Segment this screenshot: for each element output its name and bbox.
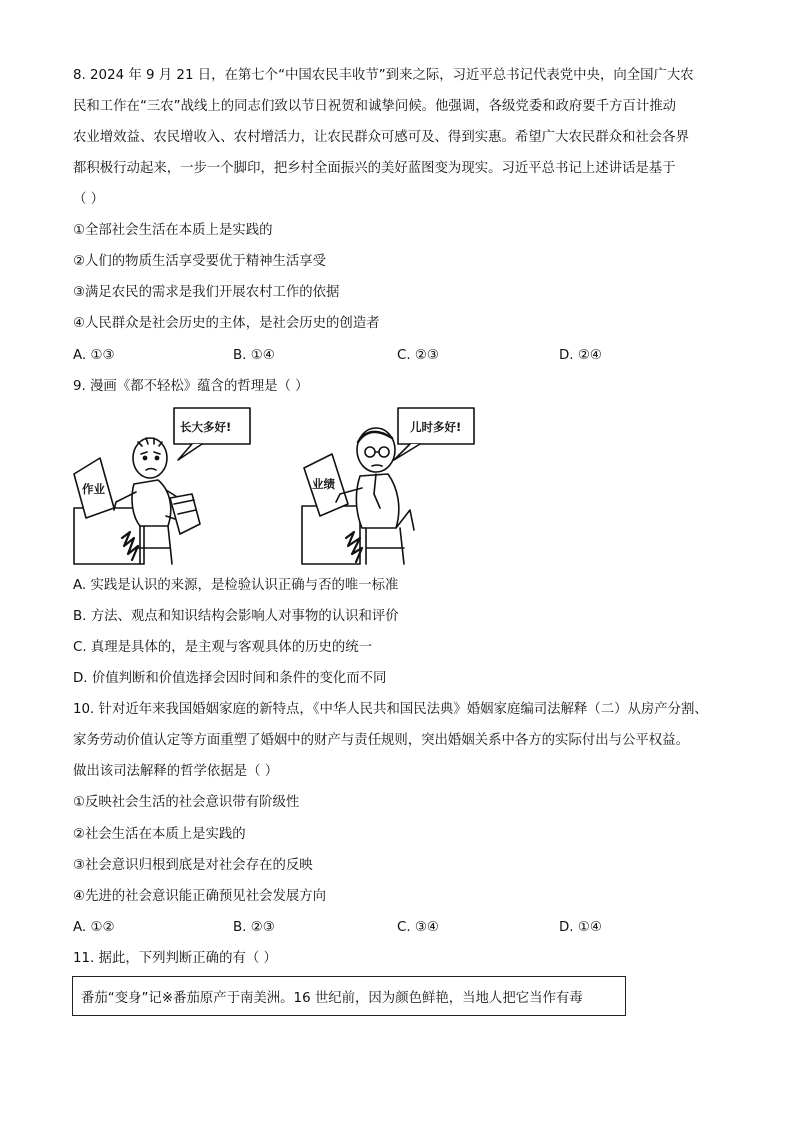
q8-stem-line-1: 8. 2024 年 9 月 21 日，在第七个“中国农民丰收节”到来之际，习近平总书记代表党中央，向全国广大农 xyxy=(73,68,694,83)
q8-item-2: ②人们的物质生活享受要优于精神生活享受 xyxy=(73,254,327,269)
q9-option-c[interactable]: C. 真理是具体的，是主观与客观具体的历史的统一 xyxy=(73,640,373,655)
q8-stem-line-3: 农业增效益、农民增收入、农村增活力，让农民群众可感可及、得到实惠。希望广大农民群众和社会各界 xyxy=(73,130,689,145)
q9-option-a[interactable]: A. 实践是认识的来源，是检验认识正确与否的唯一标准 xyxy=(73,578,399,593)
q8-option-b[interactable]: B. ①④ xyxy=(233,348,275,363)
q10-item-3: ③社会意识归根到底是对社会存在的反映 xyxy=(73,858,313,873)
q8-answer-bracket: （ ） xyxy=(73,192,105,207)
q8-item-4: ④人民群众是社会历史的主体，是社会历史的创造者 xyxy=(73,316,380,331)
q8-item-3: ③满足农民的需求是我们开展农村工作的依据 xyxy=(73,285,340,300)
q10-option-d[interactable]: D. ①④ xyxy=(559,920,602,935)
q8-option-c[interactable]: C. ②③ xyxy=(397,348,439,363)
q10-option-b[interactable]: B. ②③ xyxy=(233,920,275,935)
q10-stem-line-1: 10. 针对近年来我国婚姻家庭的新特点，《中华人民共和国民法典》婚姻家庭编司法解释（二）从房产分割、 xyxy=(73,702,708,717)
left-paper-text: 作业 xyxy=(82,482,105,496)
q10-item-2: ②社会生活在本质上是实践的 xyxy=(73,827,246,842)
left-child-head xyxy=(133,438,167,478)
q9-option-d[interactable]: D. 价值判断和价值选择会因时间和条件的变化而不同 xyxy=(73,671,387,686)
q11-material-text: 番茄“变身”记※番茄原产于南美洲。16 世纪前，因为颜色鲜艳，当地人把它当作有毒 xyxy=(81,991,583,1006)
q8-stem-line-4: 都积极行动起来，一步一个脚印，把乡村全面振兴的美好蓝图变为现实。习近平总书记上述讲话是基于 xyxy=(73,161,676,176)
right-paper-text: 业绩 xyxy=(312,477,335,491)
q11-material-box xyxy=(72,976,626,1016)
q9-stem: 9. 漫画《都不轻松》蕴含的哲理是（ ） xyxy=(73,379,309,394)
right-bubble-text: 儿时多好! xyxy=(410,420,462,434)
q9-option-b[interactable]: B. 方法、观点和知识结构会影响人对事物的认识和评价 xyxy=(73,609,399,624)
comic-image xyxy=(70,398,462,570)
q10-item-1: ①反映社会生活的社会意识带有阶级性 xyxy=(73,795,300,810)
q10-option-c[interactable]: C. ③④ xyxy=(397,920,439,935)
q10-option-a[interactable]: A. ①② xyxy=(73,920,115,935)
q10-stem-line-2: 家务劳动价值认定等方面重塑了婚姻中的财产与责任规则，突出婚姻关系中各方的实际付出与公平权益。 xyxy=(73,733,689,748)
q10-item-4: ④先进的社会意识能正确预见社会发展方向 xyxy=(73,889,327,904)
q8-stem-line-2: 民和工作在“三农”战线上的同志们致以节日祝贺和诚挚问候。他强调，各级党委和政府要千方百计推动 xyxy=(73,99,677,114)
q8-item-1: ①全部社会生活在本质上是实践的 xyxy=(73,223,273,238)
left-backpack xyxy=(170,494,200,534)
q11-stem: 11. 据此，下列判断正确的有（ ） xyxy=(73,951,277,966)
q8-option-a[interactable]: A. ①③ xyxy=(73,348,115,363)
q8-option-d[interactable]: D. ②④ xyxy=(559,348,602,363)
left-bubble-text: 长大多好! xyxy=(180,420,232,434)
q10-stem-line-3: 做出该司法解释的哲学依据是（ ） xyxy=(73,764,279,779)
